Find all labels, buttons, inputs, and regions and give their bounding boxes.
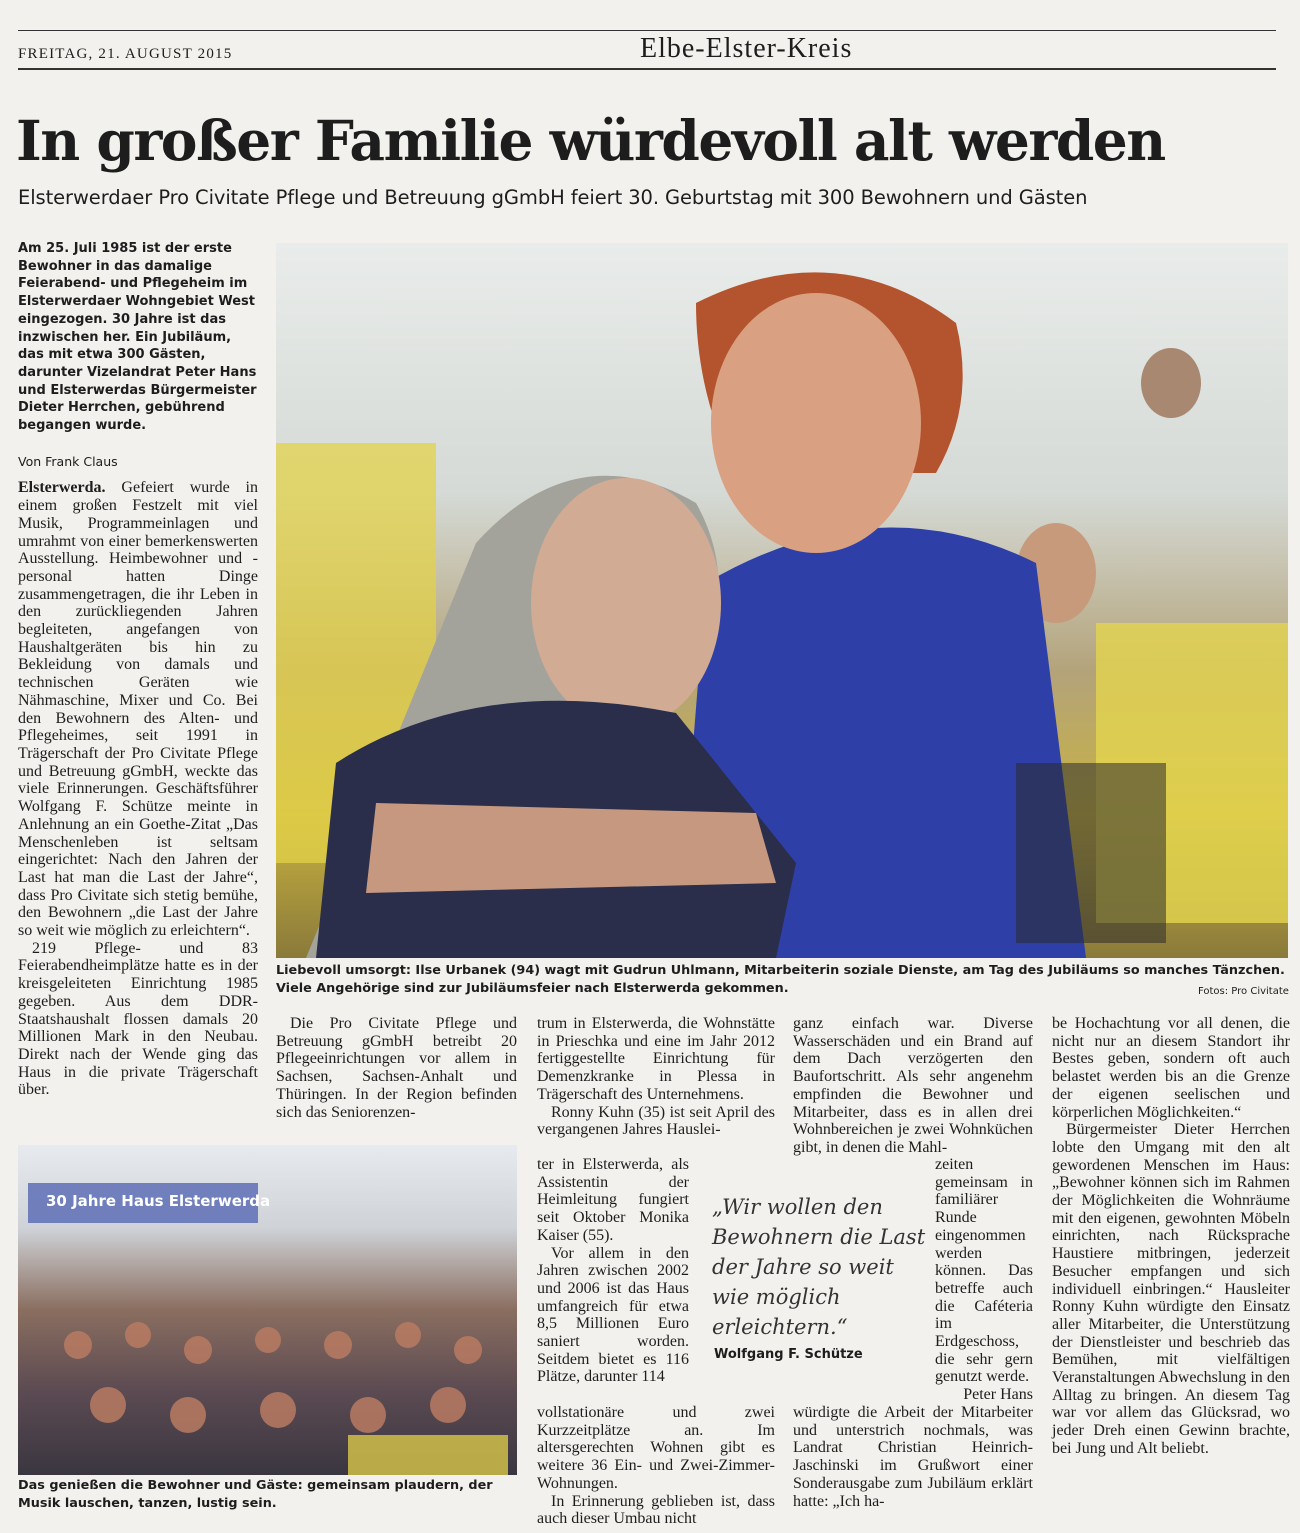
festival-tent-photo	[18, 1145, 517, 1475]
header-rule	[18, 68, 1276, 70]
quote-author: Wolfgang F. Schütze	[714, 1347, 863, 1362]
paragraph: trum in Elsterwerda, die Wohnstätte in Prieschka und eine im Jahr 2012 fertiggestellte Einrichtung für Demenzkranke in Plessa in Trägerschaft des Unternehmens.	[537, 1015, 775, 1103]
photo-credit: Fotos: Pro Civitate	[1198, 986, 1289, 997]
banner-text: 30 Jahre Haus Elsterwerda	[46, 1192, 271, 1210]
top-rule	[18, 30, 1276, 31]
paragraph: Vor allem in den Jahren zwischen 2002 und 2006 ist das Haus umfangreich für etwa 8,5 Millionen Euro saniert worden. Seitdem bietet es 116 Plätze, darunter 114	[537, 1244, 689, 1386]
paragraph: Ronny Kuhn (35) ist seit April des vergangenen Jahres Hauslei-	[537, 1103, 775, 1139]
paragraph: ter in Elsterwerda, als Assistentin der Heimleitung fungiert seit Oktober Monika Kaiser (55).	[537, 1156, 689, 1244]
column-4-top	[793, 1015, 1033, 1157]
paragraph: vollstationäre und zwei Kurzzeitplätze an. Im altersgerechten Wohnen gibt es weitere 36 Ein- und Zwei-Zimmer-Wohnungen.	[537, 1404, 775, 1492]
headline: In großer Familie würdevoll alt werden	[16, 108, 1165, 173]
dateline: Elsterwerda.	[18, 479, 106, 497]
second-photo-caption: Das genießen die Bewohner und Gäste: gemeinsam plaudern, der Musik lauschen, tanzen, lustig sein.	[18, 1478, 493, 1511]
column-3-middle	[537, 1156, 689, 1386]
paragraph: zeiten gemeinsam in familiärer Runde eingenommen werden können. Das betreffe auch die Caféteria im Erdgeschoss, die sehr gern genutzt werde.	[935, 1156, 1033, 1386]
paragraph: Die Pro Civitate Pflege und Betreuung gGmbH betreibt 20 Pflegeeinrichtungen vor allem in Sachsen, Sachsen-Anhalt und Thüringen. In der Region befinden sich das Seniorenzen-	[276, 1015, 517, 1121]
main-photo	[276, 243, 1288, 958]
subheadline: Elsterwerdaer Pro Civitate Pflege und Betreuung gGmbH feiert 30. Geburtstag mit 300 Bewohnern und Gästen	[18, 186, 1088, 209]
paragraph: Elsterwerda. Gefeiert wurde in einem großen Festzelt mit viel Musik, Programmeinlagen und umrahmt von einer bemerkenswerten Ausstellung. Heimbewohner und -personal hatten Dinge zusammengetragen, die ihr Leben in den zurückliegenden Jahren begleiteten, angefangen von Haushaltgeräten bis hin zu Bekleidung von damals und technischen Geräten wie Nähmaschine, Mixer und Co. Bei den Bewohnern des Alten- und Pflegeheimes, seit 1991 in Trägerschaft der Pro Civitate Pflege und Betreuung gGmbH, weckte das viele Erinnerungen. Geschäftsführer Wolfgang F. Schütze meinte in Anlehnung an ein Goethe-Zitat „Das Menschenleben ist seltsam eingerichtet: Nach den Jahren der Last hat man die Last der Jahre“, dass Pro Civitate sich stetig bemühe, den Bewohnern „die Last der Jahre so weit wie möglich zu erleichtern“.	[18, 479, 258, 940]
byline: Von Frank Claus	[18, 453, 118, 469]
column-4-bottom	[793, 1404, 1033, 1510]
pull-quote: „Wir wollen den Bewohnern die Last der Jahre so weit wie möglich erleichtern.“	[712, 1195, 926, 1339]
paragraph: würdigte die Arbeit der Mitarbeiter und unterstrich nochmals, was Landrat Christian Heinrich-Jaschinski im Grußwort einer Sonderausgabe zum Jubiläum erklärt hatte: „Ich ha-	[793, 1404, 1033, 1510]
dancing-seniors-image	[276, 243, 1288, 958]
lede: Am 25. Juli 1985 ist der erste Bewohner in das damalige Feierabend- und Pflegeheim im Elsterwerdaer Wohngebiet West eingezogen. 30 Jahre ist das inzwischen her. Ein Jubiläum, das mit etwa 300 Gästen, darunter Vizelandrat Peter Hans und Elsterwerdas Bürgermeister Dieter Herrchen, gebührend begangen wurde.	[18, 241, 257, 434]
paragraph: In Erinnerung geblieben ist, dass auch dieser Umbau nicht	[537, 1492, 775, 1528]
paragraph: Bürgermeister Dieter Herrchen lobte den Umgang mit den alt gewordenen Menschen im Haus: „Bewohner können sich im Rahmen der Möglichkeiten die Wohnräume mit den eigenen, gewohnten Möbeln einrichten, nach Rücksprache Haustiere mitbringen, jederzeit Besucher empfangen und sich individuell einbringen.“ Hausleiter Ronny Kuhn würdigte den Einsatz aller Mitarbeiter, die Unterstützung der Dienstleister und beschrieb das Bemühen, mit vielfältigen Veranstaltungen Abwechslung in den Alltag zu bringen. An diesem Tag war vor allem das Glücksrad, wo jeder Dreh einen Gewinn brachte, bei Jung und Alt beliebt.	[1052, 1121, 1290, 1457]
paragraph: Peter Hans	[963, 1386, 1033, 1404]
paragraph: 219 Pflege- und 83 Feierabendheimplätze hatte es in der kreisgeleiteten Einrichtung 1985 gegeben. Aus dem DDR-Staatshaushalt flossen damals 20 Millionen Mark in den Neubau. Direkt nach der Wende ging das Haus in die private Trägerschaft über.	[18, 939, 258, 1099]
issue-date: FREITAG, 21. AUGUST 2015	[18, 46, 233, 62]
column-3-top	[537, 1015, 775, 1139]
paragraph: ganz einfach war. Diverse Wasserschäden und ein Brand auf dem Dach verzögerten den Baufortschritt. Als sehr angenehm empfinden die Bewohner und Mitarbeiter, dass es in allen drei Wohnbereichen je zwei Wohnküchen gibt, in denen die Mahl-	[793, 1015, 1033, 1156]
column-4-middle	[935, 1156, 1033, 1404]
paragraph: be Hochachtung vor all denen, die nicht nur an diesem Standort ihr Bestes geben, sondern oft auch belastet werden bis an die Grenze der eigenen seelischen und körperlichen Möglichkeiten.“	[1052, 1015, 1290, 1121]
column-1	[18, 240, 258, 1099]
column-3-bottom	[537, 1404, 775, 1528]
column-2	[276, 1015, 517, 1121]
main-photo-caption: Liebevoll umsorgt: Ilse Urbanek (94) wagt mit Gudrun Uhlmann, Mitarbeiterin soziale Dienste, am Tag des Jubiläums so manches Tänzchen. Viele Angehörige sind zur Jubiläumsfeier nach Elsterwerda gekommen.	[276, 963, 1285, 996]
section-title: Elbe-Elster-Kreis	[640, 33, 853, 64]
column-5	[1052, 1015, 1290, 1458]
